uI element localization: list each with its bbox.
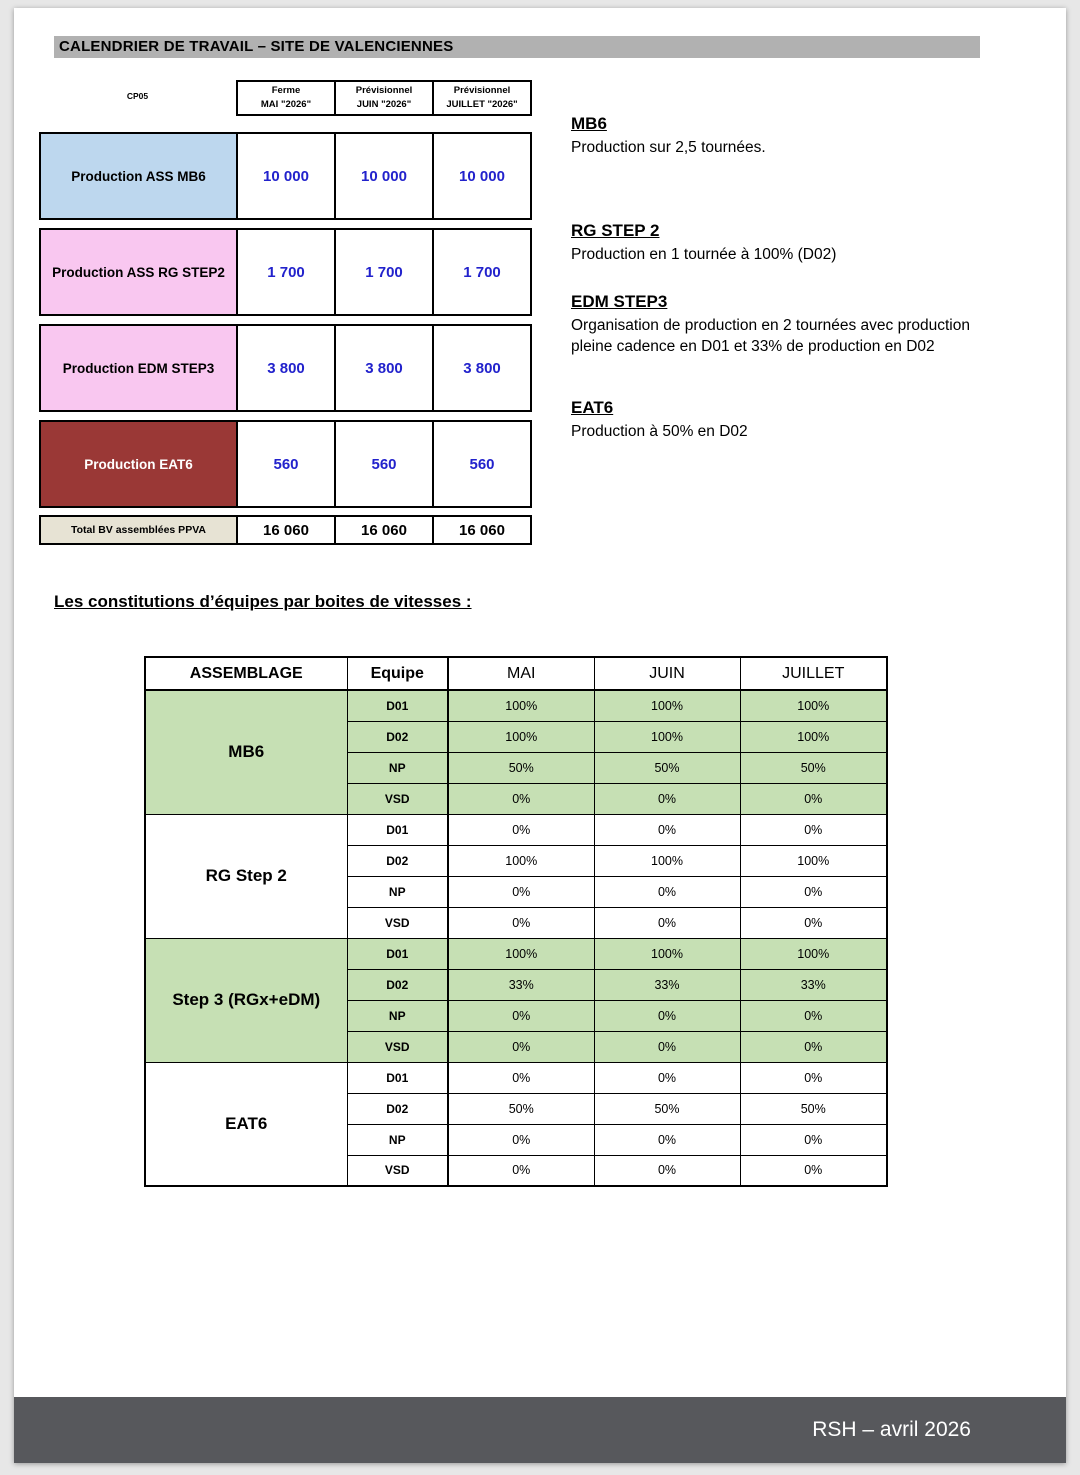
equipe-cell: D01 [347, 690, 448, 721]
production-row-mb6 [39, 132, 532, 220]
value-cell: 100% [740, 721, 887, 752]
equipe-cell: D01 [347, 814, 448, 845]
value-cell: 100% [594, 938, 740, 969]
total-value-cell: 16 060 [433, 516, 531, 544]
value-cell: 0% [448, 1062, 594, 1093]
production-table [39, 80, 533, 545]
teams-row [145, 1062, 887, 1093]
value-cell: 560 [237, 421, 335, 507]
value-cell: 10 000 [237, 133, 335, 219]
table-row [40, 133, 531, 219]
footer-bar [14, 1397, 1066, 1463]
group-label-rg-step2: RG Step 2 [145, 814, 347, 938]
column-header-type: Ferme [271, 85, 301, 97]
value-cell: 3 800 [335, 325, 433, 411]
value-cell: 50% [740, 752, 887, 783]
note-mb6 [571, 114, 995, 159]
value-cell: 100% [740, 845, 887, 876]
value-cell: 100% [448, 690, 594, 721]
value-cell: 1 700 [433, 229, 531, 315]
value-cell: 33% [740, 969, 887, 1000]
note-edm-step3 [571, 292, 995, 358]
value-cell: 50% [448, 752, 594, 783]
value-cell: 33% [594, 969, 740, 1000]
group-label-eat6: EAT6 [145, 1062, 347, 1186]
total-value-cell: 16 060 [335, 516, 433, 544]
header-assemblage: ASSEMBLAGE [145, 657, 347, 690]
equipe-cell: NP [347, 876, 448, 907]
equipe-cell: VSD [347, 907, 448, 938]
value-cell: 0% [594, 1000, 740, 1031]
value-cell: 0% [740, 1124, 887, 1155]
teams-header-row [145, 657, 887, 690]
column-header-juillet [433, 81, 531, 115]
table-row [40, 229, 531, 315]
total-value-cell: 16 060 [237, 516, 335, 544]
footer-text: RSH – avril 2026 [812, 1418, 971, 1441]
header-mai: MAI [448, 657, 594, 690]
equipe-cell: D02 [347, 969, 448, 1000]
header-juillet: JUILLET [740, 657, 887, 690]
total-label: Total BV assemblées PPVA [40, 516, 237, 544]
equipe-cell: NP [347, 752, 448, 783]
group-label-step3: Step 3 (RGx+eDM) [145, 938, 347, 1062]
page-title: CALENDRIER DE TRAVAIL – SITE DE VALENCIENNES [54, 36, 980, 58]
header-row [237, 81, 531, 115]
value-cell: 0% [740, 814, 887, 845]
value-cell: 100% [594, 845, 740, 876]
value-cell: 50% [594, 1093, 740, 1124]
column-header-month: JUIN "2026" [356, 99, 412, 110]
row-label: Production ASS MB6 [40, 133, 237, 219]
column-header-month: MAI "2026" [260, 99, 312, 110]
header-juin: JUIN [594, 657, 740, 690]
note-heading: MB6 [571, 114, 607, 133]
value-cell: 1 700 [335, 229, 433, 315]
equipe-cell: D01 [347, 1062, 448, 1093]
value-cell: 100% [448, 938, 594, 969]
value-cell: 1 700 [237, 229, 335, 315]
value-cell: 0% [448, 783, 594, 814]
column-header-type: Prévisionnel [453, 85, 511, 97]
note-eat6 [571, 398, 995, 443]
value-cell: 0% [594, 1124, 740, 1155]
table-row [40, 516, 531, 544]
note-text: Production en 1 tournée à 100% (D02) [571, 245, 837, 263]
value-cell: 560 [335, 421, 433, 507]
value-cell: 100% [594, 721, 740, 752]
value-cell: 100% [740, 938, 887, 969]
column-header-month: JUILLET "2026" [446, 99, 518, 110]
value-cell: 0% [740, 1062, 887, 1093]
value-cell: 100% [448, 845, 594, 876]
note-rg-step2 [571, 221, 995, 266]
note-heading: EDM STEP3 [571, 291, 668, 311]
equipe-cell: D02 [347, 845, 448, 876]
header-equipe: Equipe [347, 657, 448, 690]
note-heading: RG STEP 2 [571, 220, 660, 240]
value-cell: 3 800 [433, 325, 531, 411]
table-row [40, 421, 531, 507]
group-label-mb6: MB6 [145, 690, 347, 814]
value-cell: 0% [594, 814, 740, 845]
value-cell: 100% [594, 690, 740, 721]
value-cell: 0% [594, 907, 740, 938]
row-label: Production EAT6 [40, 421, 237, 507]
production-table-header [236, 80, 532, 116]
value-cell: 0% [594, 1062, 740, 1093]
value-cell: 50% [448, 1093, 594, 1124]
equipe-cell: VSD [347, 1155, 448, 1186]
equipe-cell: VSD [347, 783, 448, 814]
value-cell: 10 000 [433, 133, 531, 219]
column-header-mai [237, 81, 335, 115]
value-cell: 3 800 [237, 325, 335, 411]
equipe-cell: VSD [347, 1031, 448, 1062]
table-row [40, 325, 531, 411]
value-cell: 0% [594, 783, 740, 814]
value-cell: 0% [740, 907, 887, 938]
column-header-type: Prévisionnel [355, 85, 413, 97]
value-cell: 0% [740, 1031, 887, 1062]
production-row-edm-step3 [39, 324, 532, 412]
value-cell: 0% [740, 783, 887, 814]
column-header-juin [335, 81, 433, 115]
note-text: Production à 50% en D02 [571, 422, 748, 440]
teams-row [145, 690, 887, 721]
note-text: Organisation de production en 2 tournées avec production pleine cadence en D01 et 33% de production en D02 [571, 316, 970, 355]
note-text: Production sur 2,5 tournées. [571, 139, 766, 156]
value-cell: 100% [448, 721, 594, 752]
corner-label: CP05 [126, 91, 149, 101]
teams-row [145, 938, 887, 969]
value-cell: 0% [594, 876, 740, 907]
production-total-row [39, 515, 532, 545]
value-cell: 0% [448, 1031, 594, 1062]
equipe-cell: NP [347, 1000, 448, 1031]
value-cell: 0% [740, 1000, 887, 1031]
equipe-cell: D01 [347, 938, 448, 969]
value-cell: 100% [740, 690, 887, 721]
value-cell: 50% [594, 752, 740, 783]
value-cell: 0% [448, 1155, 594, 1186]
notes-column [571, 114, 995, 443]
row-label: Production ASS RG STEP2 [40, 229, 237, 315]
value-cell: 33% [448, 969, 594, 1000]
value-cell: 0% [448, 814, 594, 845]
production-row-eat6 [39, 420, 532, 508]
production-row-rg-step2 [39, 228, 532, 316]
note-heading: EAT6 [571, 397, 614, 417]
value-cell: 10 000 [335, 133, 433, 219]
value-cell: 0% [740, 1155, 887, 1186]
teams-row [145, 814, 887, 845]
value-cell: 0% [740, 876, 887, 907]
value-cell: 0% [448, 907, 594, 938]
value-cell: 0% [448, 1000, 594, 1031]
equipe-cell: D02 [347, 1093, 448, 1124]
teams-table [144, 656, 888, 1187]
equipe-cell: D02 [347, 721, 448, 752]
value-cell: 0% [448, 1124, 594, 1155]
equipe-cell: NP [347, 1124, 448, 1155]
document-page [14, 8, 1066, 1463]
value-cell: 50% [740, 1093, 887, 1124]
value-cell: 0% [448, 876, 594, 907]
section-title: Les constitutions d’équipes par boites de vitesses : [54, 592, 472, 611]
row-label: Production EDM STEP3 [40, 325, 237, 411]
value-cell: 560 [433, 421, 531, 507]
value-cell: 0% [594, 1031, 740, 1062]
value-cell: 0% [594, 1155, 740, 1186]
